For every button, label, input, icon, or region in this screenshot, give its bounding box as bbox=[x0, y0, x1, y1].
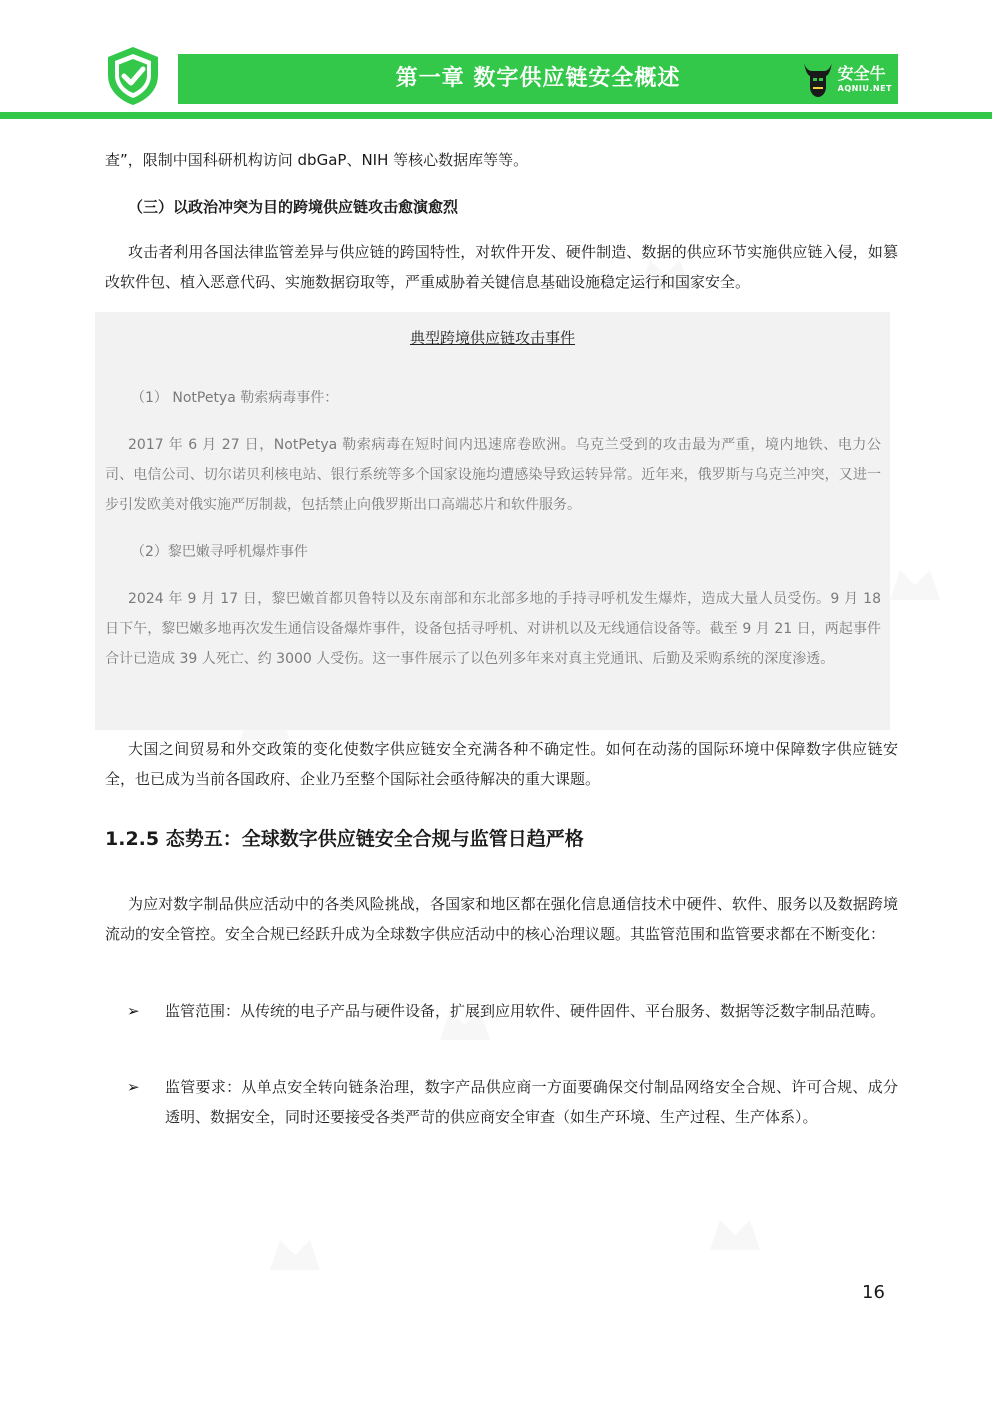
shield-check-icon bbox=[105, 45, 161, 107]
section-heading: （三）以政治冲突为目的跨境供应链攻击愈演愈烈 bbox=[128, 198, 459, 216]
paragraph-compliance: 为应对数字制品供应活动中的各类风险挑战，各国家和地区都在强化信息通信技术中硬件、软件、服务以及数据跨境流动的安全管控。安全合规已经跃升成为全球数字供应活动中的核心治理议题。其监管范围和监管要求都在不断变化： bbox=[105, 895, 898, 943]
logo-subtitle: AQNIU.NET bbox=[837, 84, 892, 93]
list-item-text: 监管要求：从单点安全转向链条治理，数字产品供应商一方面要确保交付制品网络安全合规、许可合规、成分透明、数据安全，同时还要接受各类严苛的供应商安全审查（如生产环境、生产过程、生产体系）。 bbox=[165, 1078, 898, 1126]
case1-text: 2017 年 6 月 27 日，NotPetya 勒索病毒在短时间内迅速席卷欧洲。乌克兰受到的攻击最为严重，境内地铁、电力公司、电信公司、切尔诺贝利核电站、银行系统等多个国家设施均遭感染导致运转异常。近年来，俄罗斯与乌克兰冲突，又进一步引发欧美对俄实施严厉制裁，包括禁止向俄罗斯出口高端芯片和软件服务。 bbox=[105, 437, 881, 513]
watermark-icon bbox=[260, 1230, 330, 1280]
case2-text: 2024 年 9 月 17 日，黎巴嫩首都贝鲁特以及东南部和东北部多地的手持寻呼机发生爆炸，造成大量人员受伤。9 月 18 日下午，黎巴嫩多地再次发生通信设备爆炸事件，设备包括寻呼机、对讲机以及无线通信设备等。截至 9 月 21 日，两起事件合计已造成 39 人死亡、约 3000 人受伤。这一事件展示了以色列多年来对真主党通讯、后勤及采购系统的深度渗透。 bbox=[105, 591, 881, 667]
paragraph-uncertainty: 大国之间贸易和外交政策的变化使数字供应链安全充满各种不确定性。如何在动荡的国际环境中保障数字供应链安全，也已成为当前各国政府、企业乃至整个国际社会亟待解决的重大课题。 bbox=[105, 740, 898, 788]
header-bar bbox=[178, 54, 898, 104]
arrow-bullet-icon: ➢ bbox=[127, 1002, 140, 1020]
arrow-bullet-icon: ➢ bbox=[127, 1078, 140, 1096]
bull-head-icon bbox=[802, 59, 834, 99]
paragraph-attack: 攻击者利用各国法律监管差异与供应链的跨国特性，对软件开发、硬件制造、数据的供应环节实施供应链入侵，如篡改软件包、植入恶意代码、实施数据窃取等，严重威胁着关键信息基础设施稳定运行和国家安全。 bbox=[105, 243, 898, 291]
watermark-icon bbox=[700, 1210, 770, 1260]
watermark-icon bbox=[880, 560, 950, 610]
header-divider bbox=[0, 112, 992, 119]
chapter-title: 第一章 数字供应链安全概述 bbox=[395, 66, 681, 91]
list-item-text: 监管范围：从传统的电子产品与硬件设备，扩展到应用软件、硬件固件、平台服务、数据等泛数字制品范畴。 bbox=[165, 1002, 886, 1020]
logo-name: 安全牛 bbox=[837, 64, 886, 83]
brand-logo bbox=[802, 58, 892, 100]
case2-heading: （2）黎巴嫩寻呼机爆炸事件 bbox=[131, 544, 308, 560]
page-number: 16 bbox=[862, 1282, 885, 1303]
case-box-title: 典型跨境供应链攻击事件 bbox=[409, 329, 575, 347]
section2-heading: 1.2.5 态势五：全球数字供应链安全合规与监管日趋严格 bbox=[105, 828, 584, 850]
case1-heading: （1） NotPetya 勒索病毒事件： bbox=[131, 390, 339, 406]
case-box bbox=[95, 312, 890, 730]
paragraph-continuation: 查”，限制中国科研机构访问 dbGaP、NIH 等核心数据库等等。 bbox=[105, 151, 529, 169]
